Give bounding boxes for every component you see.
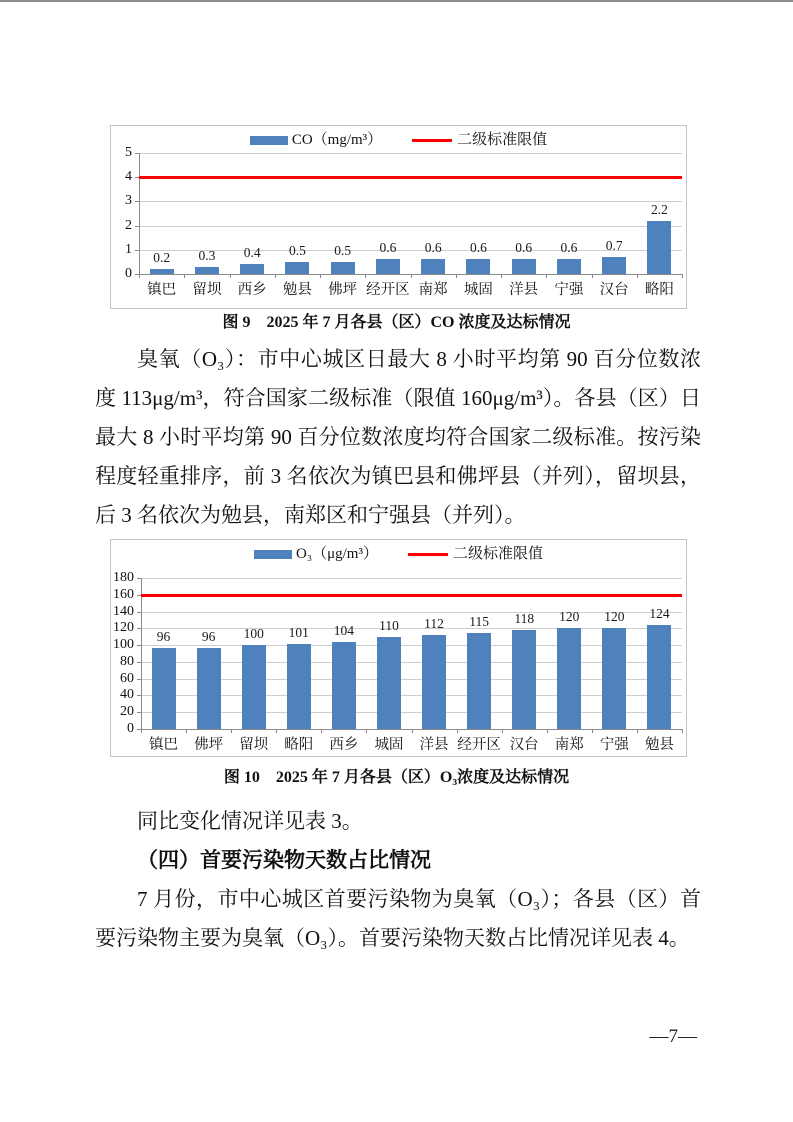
bar-value-label: 115 xyxy=(469,613,489,629)
bar xyxy=(557,259,581,274)
category-label: 略阳 xyxy=(644,282,674,298)
category-label: 南郑 xyxy=(554,737,584,753)
category-label: 佛坪 xyxy=(194,737,224,753)
bar xyxy=(332,642,356,729)
bar-value-label: 0.6 xyxy=(560,240,578,256)
legend-limit-label: 二级标准限值 xyxy=(457,132,548,148)
bar xyxy=(377,637,401,729)
bar-value-label: 0.4 xyxy=(243,245,261,261)
bar xyxy=(602,628,626,729)
bar-value-label: 96 xyxy=(156,629,171,645)
legend-series-label: O₃（μg/m³） xyxy=(296,546,378,562)
bar-value-label: 110 xyxy=(379,617,399,633)
x-axis-tickmark xyxy=(637,729,638,733)
y-axis-tick-label: 120 xyxy=(113,620,134,636)
category-label: 汉台 xyxy=(599,282,629,298)
page-number: —7— xyxy=(649,1026,697,1047)
bar xyxy=(376,259,400,274)
bar-value-label: 0.6 xyxy=(515,240,533,256)
grid-line xyxy=(141,695,682,696)
y-axis-tick-label: 140 xyxy=(113,603,134,619)
x-axis-tickmark xyxy=(365,274,366,278)
x-axis-tickmark xyxy=(184,274,185,278)
bar-value-label: 0.6 xyxy=(424,240,442,256)
chart-co-bar xyxy=(110,125,687,309)
category-label: 留坝 xyxy=(192,282,222,298)
x-axis-tickmark xyxy=(230,274,231,278)
chart-legend xyxy=(111,545,686,563)
x-axis-tickmark xyxy=(457,729,458,733)
x-axis-tickmark xyxy=(502,729,503,733)
x-axis-tickmark xyxy=(547,729,548,733)
y-axis xyxy=(141,578,142,729)
bar-value-label: 0.6 xyxy=(379,240,397,256)
y-axis-tick-label: 0 xyxy=(125,266,132,281)
bar-value-label: 0.5 xyxy=(334,242,352,258)
bar xyxy=(467,633,491,729)
bar xyxy=(647,625,671,729)
bar xyxy=(242,645,266,729)
limit-line xyxy=(139,176,682,179)
category-label: 镇巴 xyxy=(147,282,177,298)
bar xyxy=(512,630,536,729)
bar-value-label: 96 xyxy=(201,629,216,645)
paragraph-ozone: 臭氧（O₃）：市中心城区日最大 8 小时平均第 90 百分位数浓度 113μg/m³，符合国家二级标准（限值 160μg/m³）。各县（区）日最大 8 小时平均第 90 百分位数浓度均符合国家二级标准。按污染程度轻重排序，前 3 名依次为镇巴县和佛坪县（并列），留坝县，后 3 名依次为勉县，南郑区和宁强县（并列）。 xyxy=(95,347,701,527)
x-axis-tickmark xyxy=(320,274,321,278)
x-axis-tickmark xyxy=(231,729,232,733)
category-label: 洋县 xyxy=(509,282,539,298)
y-axis-tick-label: 20 xyxy=(120,704,134,720)
legend-series-label: CO（mg/m³） xyxy=(291,132,383,148)
y-axis-tick-label: 160 xyxy=(113,586,134,602)
y-axis-tick-label: 2 xyxy=(125,217,132,233)
legend-line-swatch xyxy=(412,139,452,142)
category-label: 南郑 xyxy=(418,282,448,298)
category-label: 勉县 xyxy=(644,737,674,753)
legend-bar-swatch xyxy=(250,136,288,145)
bar xyxy=(512,259,536,274)
category-label: 城固 xyxy=(374,737,404,753)
x-axis-tickmark xyxy=(321,729,322,733)
bar xyxy=(197,648,221,729)
bar-value-label: 0.5 xyxy=(288,242,306,258)
figure9-caption: 图 9 2025 年 7 月各县（区）CO 浓度及达标情况 xyxy=(222,314,571,331)
bar xyxy=(285,262,309,274)
bar xyxy=(602,257,626,274)
limit-line xyxy=(141,594,682,597)
bar-value-label: 2.2 xyxy=(650,201,668,217)
grid-line xyxy=(139,153,682,154)
y-axis-tick-label: 180 xyxy=(113,570,134,585)
x-axis-tickmark xyxy=(276,729,277,733)
bar xyxy=(421,259,445,274)
chart-o3-bar xyxy=(110,539,687,757)
y-axis-tick-label: 40 xyxy=(120,687,134,703)
x-axis-tickmark xyxy=(186,729,187,733)
bar-value-label: 0.3 xyxy=(198,247,216,263)
bar xyxy=(195,267,219,274)
x-axis-tickmark xyxy=(592,729,593,733)
bar xyxy=(422,635,446,729)
x-axis-tickmark xyxy=(682,274,683,278)
bar-value-label: 100 xyxy=(243,626,264,642)
bar-value-label: 112 xyxy=(424,616,444,632)
x-axis-tickmark xyxy=(139,274,140,278)
bar-value-label: 124 xyxy=(649,605,670,621)
legend-limit-label: 二级标准限值 xyxy=(452,546,543,562)
category-label: 汉台 xyxy=(509,737,539,753)
bar-value-label: 104 xyxy=(333,622,354,638)
x-axis-tickmark xyxy=(275,274,276,278)
y-axis-tick-label: 0 xyxy=(127,721,134,736)
bar xyxy=(150,269,174,274)
paragraph-yoy: 同比变化情况详见表 3。 xyxy=(137,809,363,833)
bar xyxy=(152,648,176,729)
category-label: 城固 xyxy=(463,282,493,298)
y-axis-tick-label: 80 xyxy=(120,653,134,669)
bar xyxy=(466,259,490,274)
x-axis-tickmark xyxy=(501,274,502,278)
bar-value-label: 0.6 xyxy=(469,240,487,256)
y-axis-tick-label: 100 xyxy=(113,637,134,653)
category-label: 佛坪 xyxy=(328,282,358,298)
bar-value-label: 120 xyxy=(559,609,580,625)
bar xyxy=(557,628,581,729)
x-axis-tickmark xyxy=(637,274,638,278)
category-label: 宁强 xyxy=(599,737,629,753)
legend-line-swatch xyxy=(408,553,448,556)
bar-value-label: 118 xyxy=(514,611,535,626)
category-label: 留坝 xyxy=(239,737,269,753)
y-axis-tick-label: 5 xyxy=(125,145,132,160)
bar xyxy=(331,262,355,274)
category-label: 宁强 xyxy=(554,282,584,298)
y-axis-tick-label: 4 xyxy=(125,169,132,185)
x-axis-tickmark xyxy=(412,729,413,733)
category-label: 经开区 xyxy=(366,282,410,298)
grid-line xyxy=(139,226,682,227)
grid-line xyxy=(141,712,682,713)
x-axis-tickmark xyxy=(456,274,457,278)
y-axis-tick-label: 1 xyxy=(125,241,132,257)
category-label: 洋县 xyxy=(419,737,449,753)
grid-line xyxy=(141,662,682,663)
chart-legend xyxy=(111,131,686,149)
category-label: 西乡 xyxy=(237,282,267,298)
section-heading-4: （四）首要污染物天数占比情况 xyxy=(137,848,431,872)
x-axis-tickmark xyxy=(366,729,367,733)
category-label: 经开区 xyxy=(457,737,501,753)
grid-line xyxy=(139,201,682,202)
figure10-caption: 图 10 2025 年 7 月各县（区）O₃浓度及达标情况 xyxy=(223,769,570,786)
bar-value-label: 120 xyxy=(604,609,625,625)
bar-value-label: 0.7 xyxy=(605,238,623,254)
legend-bar-swatch xyxy=(254,550,292,559)
bar xyxy=(287,644,311,729)
grid-line xyxy=(141,578,682,579)
y-axis-tick-label: 60 xyxy=(120,670,134,686)
x-axis-tickmark xyxy=(411,274,412,278)
category-label: 西乡 xyxy=(329,737,359,753)
bar-value-label: 101 xyxy=(288,625,309,641)
x-axis-tickmark xyxy=(592,274,593,278)
bar xyxy=(647,221,671,274)
y-axis-tick-label: 3 xyxy=(125,193,132,209)
category-label: 勉县 xyxy=(282,282,312,298)
x-axis-tickmark xyxy=(682,729,683,733)
category-label: 镇巴 xyxy=(149,737,179,753)
bar xyxy=(240,264,264,274)
category-label: 略阳 xyxy=(284,737,314,753)
x-axis-tickmark xyxy=(546,274,547,278)
x-axis-tickmark xyxy=(141,729,142,733)
paragraph-primary-pollutant: 7 月份，市中心城区首要污染物为臭氧（O₃）；各县（区）首要污染物主要为臭氧（O₃）。首要污染物天数占比情况详见表 4。 xyxy=(95,887,701,950)
grid-line xyxy=(141,679,682,680)
bar-value-label: 0.2 xyxy=(153,250,171,266)
